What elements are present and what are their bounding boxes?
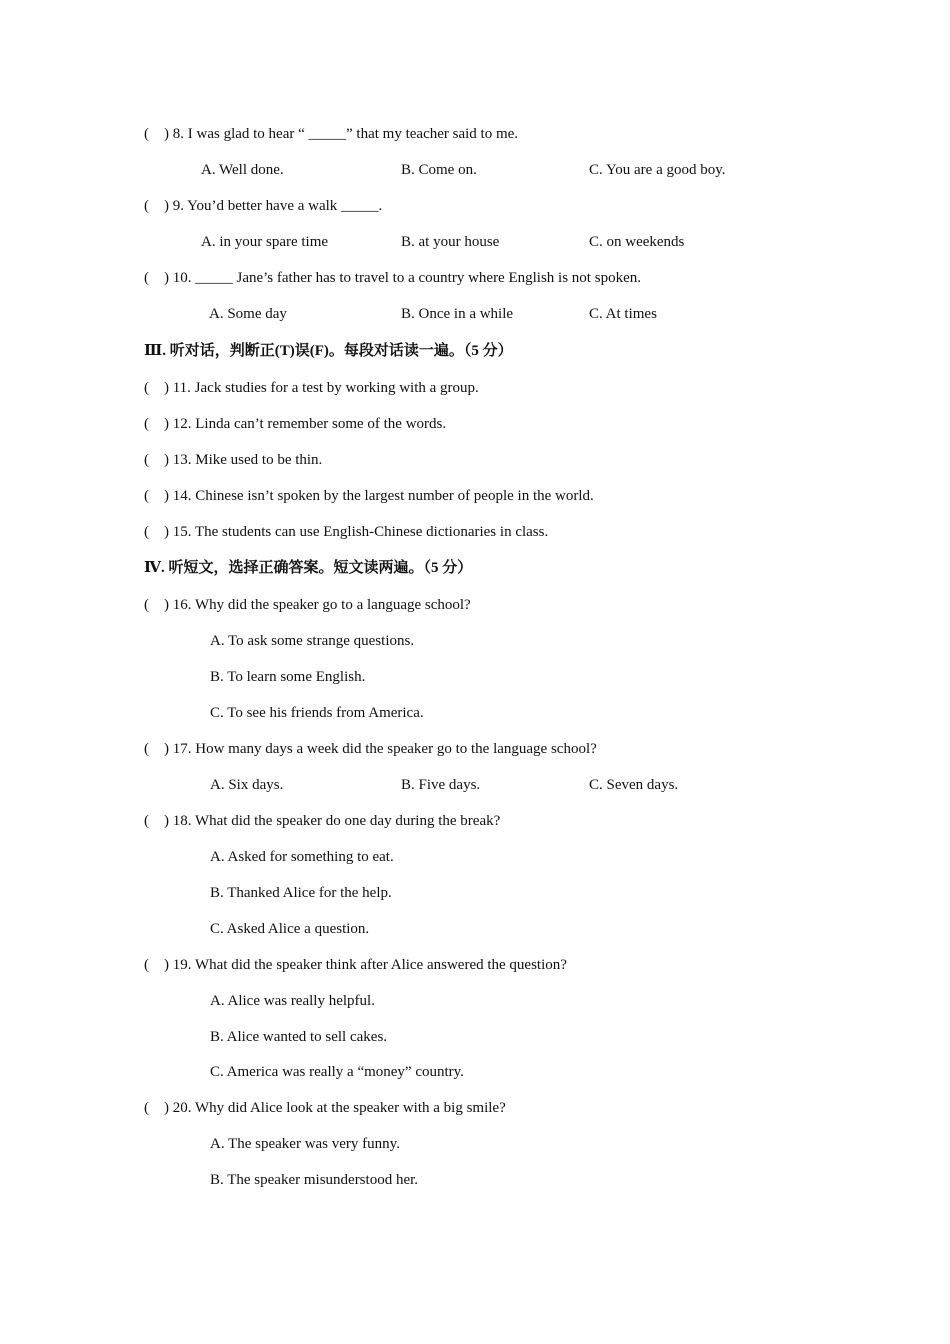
q10-option-a: A. Some day: [209, 306, 287, 322]
q16-option-a: A. To ask some strange questions.: [210, 633, 415, 649]
question-20: ( ) 20. Why did Alice look at the speaker with a big smile?: [144, 1100, 506, 1116]
q8-option-a: A. Well done.: [201, 162, 284, 178]
question-15: ( ) 15. The students can use English-Chinese dictionaries in class.: [144, 524, 549, 540]
q18-option-b: B. Thanked Alice for the help.: [210, 885, 392, 901]
q17-option-a: A. Six days.: [210, 777, 284, 793]
q16-option-c: C. To see his friends from America.: [210, 705, 424, 721]
question-14: ( ) 14. Chinese isn’t spoken by the largest number of people in the world.: [144, 488, 594, 504]
q10-option-c: C. At times: [589, 306, 657, 322]
q16-option-b: B. To learn some English.: [210, 669, 366, 685]
question-11: ( ) 11. Jack studies for a test by working with a group.: [144, 380, 479, 396]
q20-option-b: B. The speaker misunderstood her.: [210, 1172, 419, 1188]
q17-option-c: C. Seven days.: [589, 777, 679, 793]
question-13: ( ) 13. Mike used to be thin.: [144, 452, 323, 468]
q18-option-c: C. Asked Alice a question.: [210, 921, 370, 937]
question-18: ( ) 18. What did the speaker do one day during the break?: [144, 813, 501, 829]
question-16: ( ) 16. Why did the speaker go to a language school?: [144, 597, 471, 613]
q19-option-a: A. Alice was really helpful.: [210, 993, 375, 1009]
q19-option-c: C. America was really a “money” country.: [210, 1064, 464, 1080]
question-17: ( ) 17. How many days a week did the speaker go to the language school?: [144, 741, 597, 757]
section-3-heading: Ⅲ. 听对话，判断正(T)误(F)。每段对话读一遍。（5 分）: [144, 343, 513, 359]
q10-option-b: B. Once in a while: [401, 306, 514, 322]
q17-option-b: B. Five days.: [401, 777, 481, 793]
q18-option-a: A. Asked for something to eat.: [210, 849, 394, 865]
q8-option-b: B. Come on.: [401, 162, 477, 178]
q9-option-c: C. on weekends: [589, 234, 685, 250]
q8-option-c: C. You are a good boy.: [589, 162, 726, 178]
q9-option-b: B. at your house: [401, 234, 500, 250]
q20-option-a: A. The speaker was very funny.: [210, 1136, 400, 1152]
question-8: ( ) 8. I was glad to hear “ _____” that my teacher said to me.: [144, 126, 519, 142]
q9-option-a: A. in your spare time: [201, 234, 329, 250]
question-19: ( ) 19. What did the speaker think after Alice answered the question?: [144, 957, 567, 973]
question-10: ( ) 10. _____ Jane’s father has to travel to a country where English is not spoken.: [144, 270, 641, 286]
q19-option-b: B. Alice wanted to sell cakes.: [210, 1029, 388, 1045]
section-4-heading: Ⅳ. 听短文，选择正确答案。短文读两遍。（5 分）: [144, 560, 473, 576]
question-9: ( ) 9. You’d better have a walk _____.: [144, 198, 383, 214]
question-12: ( ) 12. Linda can’t remember some of the words.: [144, 416, 447, 432]
